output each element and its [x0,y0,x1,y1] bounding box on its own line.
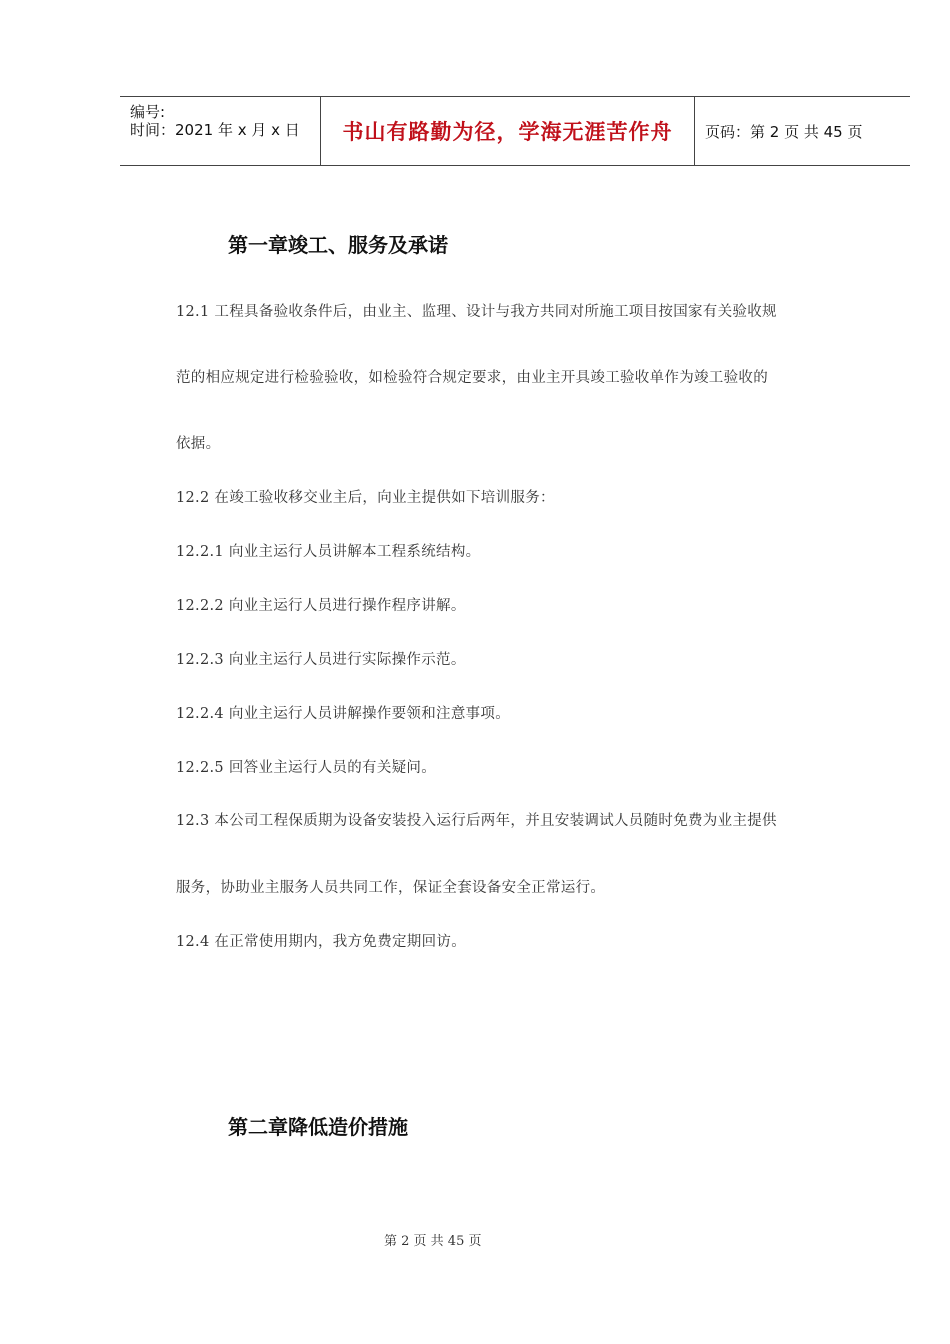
footer-page-number: 第 2 页 共 45 页 [384,1234,482,1249]
document-number: 编号: [130,103,166,121]
motto-text: 书山有路勤为径，学海无涯苦作舟 [342,120,673,144]
paragraph-12-3-line-2: 服务，协助业主服务人员共同工作，保证全套设备安全正常运行。 [176,880,606,896]
header-page-cell [695,97,910,165]
paragraph-12-4: 12.4 在正常使用期内，我方免费定期回访。 [176,934,466,950]
paragraph-12-2-1: 12.2.1 向业主运行人员讲解本工程系统结构。 [176,544,481,560]
chapter-1-title: 第一章竣工、服务及承诺 [228,233,448,257]
paragraph-12-1-line-2: 范的相应规定进行检验验收，如检验符合规定要求，由业主开具竣工验收单作为竣工验收的 [176,370,768,386]
header-meta-cell [120,97,321,165]
header-motto-cell [321,97,695,165]
paragraph-12-2-5: 12.2.5 回答业主运行人员的有关疑问。 [176,760,437,776]
paragraph-12-1-line-1: 12.1 工程具备验收条件后，由业主、监理、设计与我方共同对所施工项目按国家有关验收规 [176,304,777,320]
paragraph-12-2-3: 12.2.3 向业主运行人员进行实际操作示范。 [176,652,466,668]
document-time: 时间：2021 年 x 月 x 日 [130,121,300,139]
paragraph-12-2-4: 12.2.4 向业主运行人员讲解操作要领和注意事项。 [176,706,511,722]
paragraph-12-3-line-1: 12.3 本公司工程保质期为设备安装投入运行后两年，并且安装调试人员随时免费为业主提供 [176,813,777,829]
paragraph-12-1-line-3: 依据。 [176,436,221,452]
page-code: 页码：第 2 页 共 45 页 [705,122,863,141]
document-header [120,96,910,166]
page-footer [0,1230,950,1249]
paragraph-12-2-2: 12.2.2 向业主运行人员进行操作程序讲解。 [176,598,466,614]
chapter-2-title: 第二章降低造价措施 [228,1115,408,1139]
paragraph-12-2: 12.2 在竣工验收移交业主后，向业主提供如下培训服务： [176,490,555,506]
